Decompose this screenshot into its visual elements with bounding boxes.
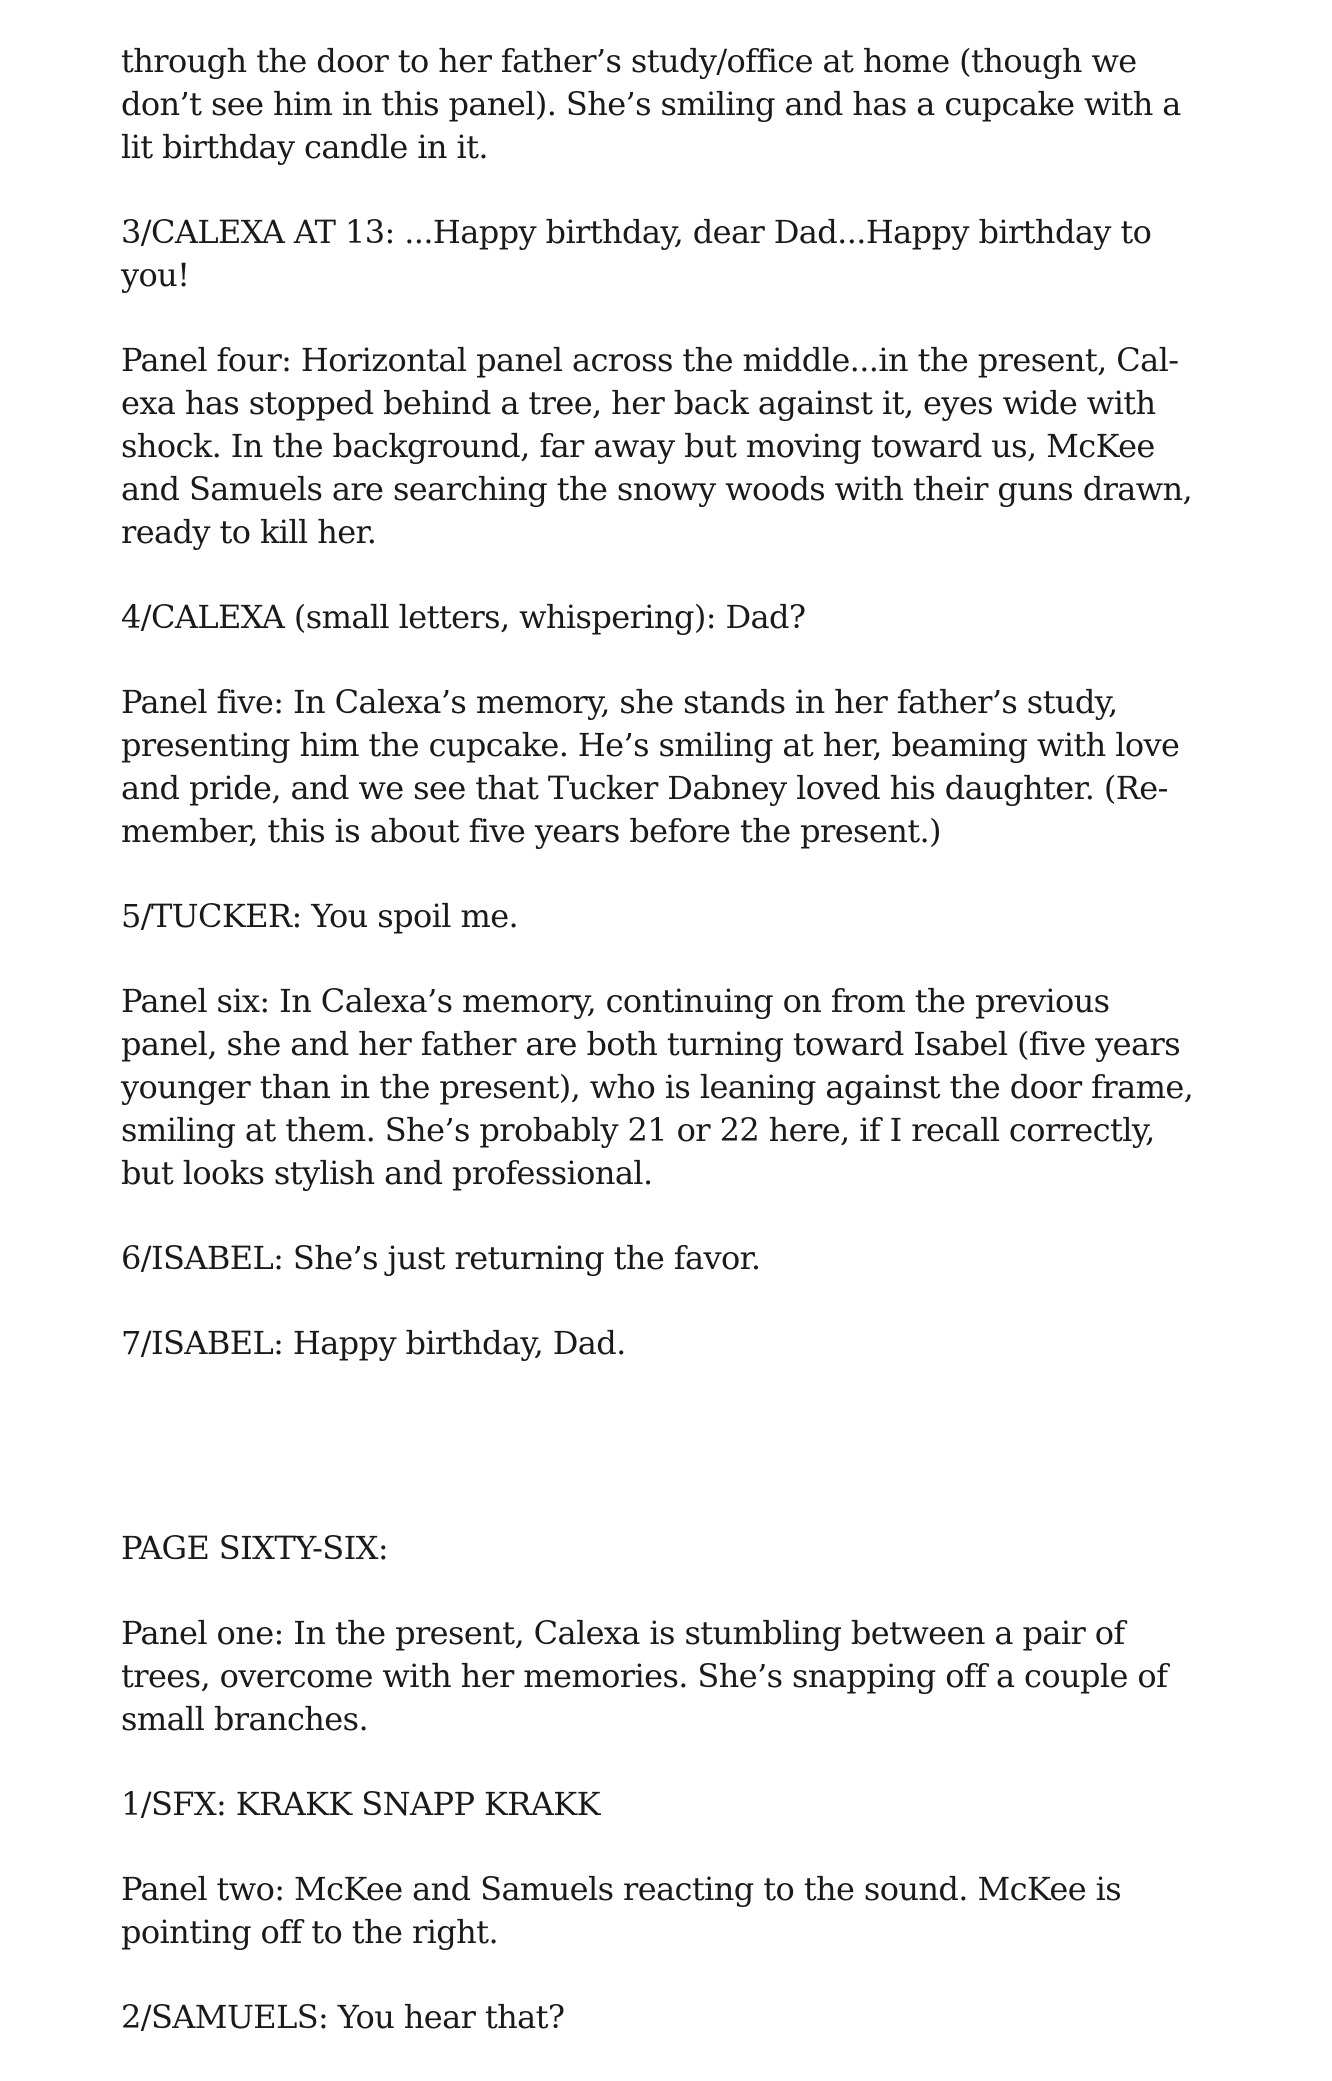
script-page [121, 40, 1281, 2081]
text-line: younger than in the present), who is leaning against the door frame, [121, 1068, 1194, 1106]
dialogue-block [121, 895, 1281, 938]
text-line: Panel five: In Calexa’s memory, she stands in her father’s study, [121, 683, 1118, 721]
page-break-spacer [121, 1407, 1281, 1527]
text-line: don’t see him in this panel). She’s smiling and has a cupcake with a [121, 85, 1181, 123]
text-line: ready to kill her. [121, 513, 377, 551]
dialogue-block [121, 1783, 1281, 1826]
text-line: 1/SFX: KRAKK SNAPP KRAKK [121, 1785, 600, 1823]
description-block [121, 1612, 1281, 1741]
text-line: member, this is about five years before the present.) [121, 812, 941, 850]
text-line: you! [121, 256, 190, 294]
text-line: Panel one: In the present, Calexa is stumbling between a pair of [121, 1614, 1125, 1652]
text-line: Panel six: In Calexa’s memory, continuing on from the previous [121, 982, 1110, 1020]
text-line: trees, overcome with her memories. She’s snapping off a couple of [121, 1657, 1168, 1695]
text-line: 6/ISABEL: She’s just returning the favor. [121, 1239, 761, 1277]
text-line: 2/SAMUELS: You hear that? [121, 1998, 565, 2036]
dialogue-block [121, 1237, 1281, 1280]
blocks-after-page-break [121, 1527, 1281, 2039]
text-line: 4/CALEXA (small letters, whispering): Dad? [121, 598, 806, 636]
text-line: and pride, and we see that Tucker Dabney loved his daughter. (Re- [121, 769, 1168, 807]
text-line: PAGE SIXTY-SIX: [121, 1529, 389, 1567]
text-line: shock. In the background, far away but moving toward us, McKee [121, 427, 1155, 465]
dialogue-block [121, 1996, 1281, 2039]
blocks-before-page-break [121, 40, 1281, 1365]
text-line: small branches. [121, 1700, 369, 1738]
text-line: but looks stylish and professional. [121, 1154, 653, 1192]
text-line: smiling at them. She’s probably 21 or 22 here, if I recall correctly, [121, 1111, 1155, 1149]
text-line: Panel two: McKee and Samuels reacting to the sound. McKee is [121, 1870, 1122, 1908]
description-block [121, 339, 1281, 554]
text-line: pointing off to the right. [121, 1913, 499, 1951]
dialogue-block [121, 1322, 1281, 1365]
dialogue-block [121, 596, 1281, 639]
description-block [121, 40, 1281, 169]
description-block [121, 980, 1281, 1195]
text-line: presenting him the cupcake. He’s smiling at her, beaming with love [121, 726, 1180, 764]
text-line: 7/ISABEL: Happy birthday, Dad. [121, 1324, 626, 1362]
text-line: panel, she and her father are both turning toward Isabel (five years [121, 1025, 1181, 1063]
text-line: lit birthday candle in it. [121, 128, 488, 166]
text-line: exa has stopped behind a tree, her back against it, eyes wide with [121, 384, 1156, 422]
page-heading-block [121, 1527, 1281, 1570]
description-block [121, 1868, 1281, 1954]
dialogue-block [121, 211, 1281, 297]
text-line: through the door to her father’s study/office at home (though we [121, 42, 1137, 80]
text-line: Panel four: Horizontal panel across the middle...in the present, Cal- [121, 341, 1179, 379]
text-line: 5/TUCKER: You spoil me. [121, 897, 519, 935]
text-line: 3/CALEXA AT 13: ...Happy birthday, dear Dad...Happy birthday to [121, 213, 1152, 251]
text-line: and Samuels are searching the snowy woods with their guns drawn, [121, 470, 1193, 508]
description-block [121, 681, 1281, 853]
